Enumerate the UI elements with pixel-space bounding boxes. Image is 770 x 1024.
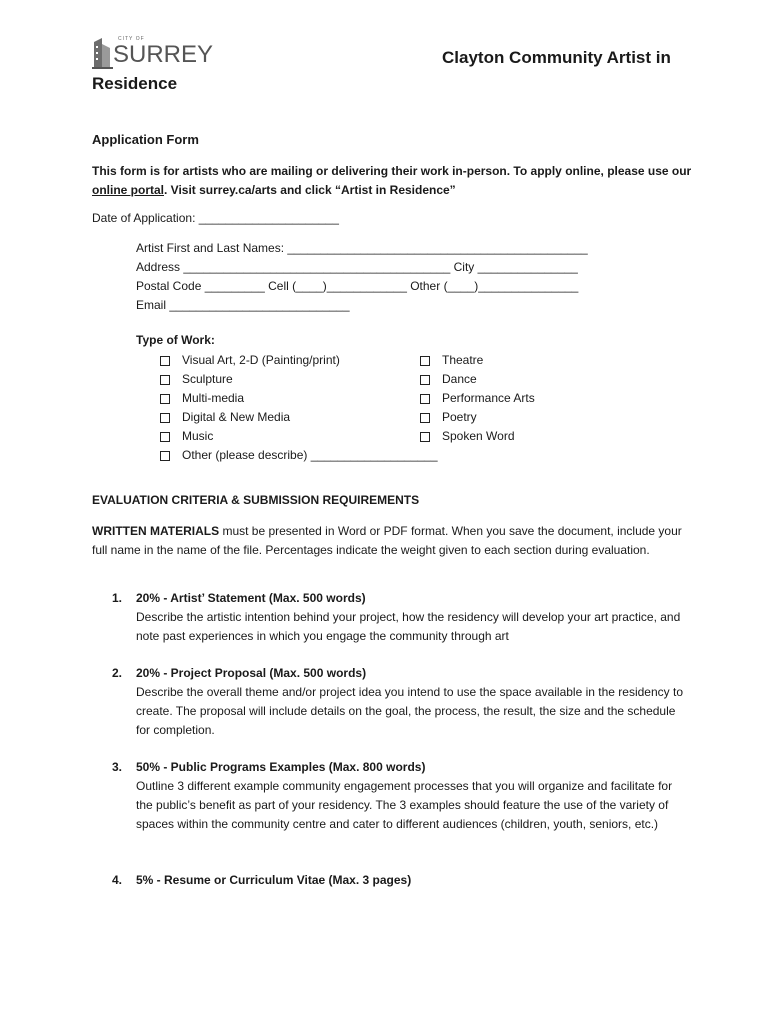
item-heading: 20% - Artist’ Statement (Max. 500 words) xyxy=(136,591,366,605)
item-number: 1. xyxy=(112,591,123,605)
logo-city-of: CITY OF xyxy=(118,36,145,42)
option-label: Visual Art, 2-D (Painting/print) xyxy=(182,353,340,367)
checkbox-icon[interactable] xyxy=(420,394,430,404)
checkbox-icon[interactable] xyxy=(160,451,170,461)
application-form-heading: Application Form xyxy=(92,132,199,147)
option-sculpture[interactable] xyxy=(160,370,438,389)
option-label: Dance xyxy=(442,372,477,386)
email-field[interactable]: Email ___________________________ xyxy=(136,298,350,312)
surrey-logo xyxy=(92,36,214,72)
option-label: Performance Arts xyxy=(442,391,535,405)
item-number: 2. xyxy=(112,666,123,680)
online-portal-link[interactable]: online portal xyxy=(92,183,164,197)
option-label: Sculpture xyxy=(182,372,233,386)
item-heading: 20% - Project Proposal (Max. 500 words) xyxy=(136,666,367,680)
written-materials-text: must be presented in Word or PDF format. When you save the document, include your full name in the name of the file. Percentages indicate the weight given to each section during evaluation. xyxy=(92,524,682,557)
checkbox-icon[interactable] xyxy=(420,375,430,385)
checkbox-icon[interactable] xyxy=(160,375,170,385)
intro-text-part2: . Visit surrey.ca/arts and click “Artist in Residence” xyxy=(164,183,456,197)
written-materials-label: WRITTEN MATERIALS xyxy=(92,524,220,538)
option-multi-media[interactable] xyxy=(160,389,438,408)
page-title-line1: Clayton Community Artist in xyxy=(442,48,671,67)
item-description: Describe the overall theme and/or project idea you intend to use the space available in the residency to create. The proposal will include details on the goal, the process, the result, the size and the schedule for completion. xyxy=(136,685,683,737)
option-label: Multi-media xyxy=(182,391,245,405)
address-city-field[interactable]: Address ________________________________________ City _______________ xyxy=(136,260,578,274)
option-other[interactable] xyxy=(160,446,438,465)
option-poetry[interactable] xyxy=(420,408,535,427)
item-heading: 50% - Public Programs Examples (Max. 800 words) xyxy=(136,760,426,774)
option-performance-arts[interactable] xyxy=(420,389,535,408)
postal-cell-other-field[interactable]: Postal Code _________ Cell (____)____________ Other (____)_______________ xyxy=(136,279,579,293)
checkbox-icon[interactable] xyxy=(160,394,170,404)
option-music[interactable] xyxy=(160,427,438,446)
intro-paragraph xyxy=(92,162,692,200)
option-label: Other (please describe) ___________________ xyxy=(182,448,438,462)
building-logo-icon xyxy=(92,36,114,70)
option-label: Theatre xyxy=(442,353,484,367)
checkbox-icon[interactable] xyxy=(420,413,430,423)
checkbox-icon[interactable] xyxy=(420,356,430,366)
option-label: Poetry xyxy=(442,410,477,424)
date-of-application-field[interactable]: Date of Application: _____________________ xyxy=(92,211,339,225)
intro-text-part1: This form is for artists who are mailing or delivering their work in-person. To apply online, please use our xyxy=(92,164,692,178)
item-number: 4. xyxy=(112,873,123,887)
logo-surrey: SURREY xyxy=(113,41,214,68)
option-label: Music xyxy=(182,429,214,443)
page-title-line2: Residence xyxy=(92,74,178,93)
option-dance[interactable] xyxy=(420,370,535,389)
item-number: 3. xyxy=(112,760,123,774)
checkbox-icon[interactable] xyxy=(160,432,170,442)
artist-name-field[interactable]: Artist First and Last Names: _____________________________________________ xyxy=(136,241,588,255)
option-label: Digital & New Media xyxy=(182,410,291,424)
checkbox-icon[interactable] xyxy=(420,432,430,442)
written-materials-paragraph xyxy=(92,522,692,560)
item-description: Describe the artistic intention behind your project, how the residency will develop your art practice, and note past experiences in which you engage the community through art xyxy=(136,610,681,643)
option-theatre[interactable] xyxy=(420,351,535,370)
item-description: Outline 3 different example community engagement processes that you will organize and facilitate for the public’s benefit as part of your residency. The 3 examples should feature the use of the variety of spaces within the community centre and cater to different audiences (children, youth, seniors, etc.) xyxy=(136,779,673,831)
evaluation-heading: EVALUATION CRITERIA & SUBMISSION REQUIREMENTS xyxy=(92,493,420,507)
option-visual-art[interactable] xyxy=(160,351,438,370)
contact-fields xyxy=(136,239,588,315)
option-label: Spoken Word xyxy=(442,429,515,443)
type-of-work-right-column xyxy=(420,351,535,446)
item-heading: 5% - Resume or Curriculum Vitae (Max. 3 pages) xyxy=(136,873,412,887)
option-spoken-word[interactable] xyxy=(420,427,535,446)
checkbox-icon[interactable] xyxy=(160,413,170,423)
checkbox-icon[interactable] xyxy=(160,356,170,366)
type-of-work-heading: Type of Work: xyxy=(136,333,215,347)
option-digital-new-media[interactable] xyxy=(160,408,438,427)
type-of-work-left-column xyxy=(160,351,438,465)
